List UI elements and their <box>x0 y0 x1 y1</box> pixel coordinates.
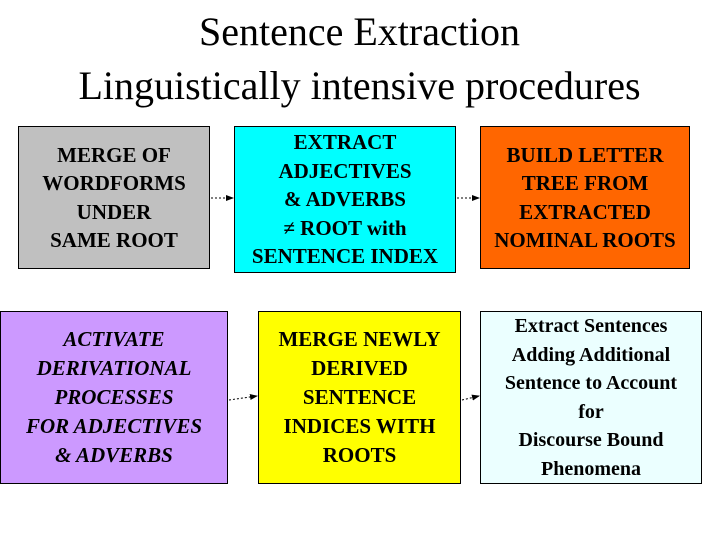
step-line: SAME ROOT <box>50 228 178 252</box>
step-line: Sentence to Account <box>504 372 678 394</box>
arrow-step4-to-step5 <box>229 396 257 400</box>
step-line: SENTENCE INDEX <box>251 244 439 269</box>
step-line: DERIVATIONAL <box>36 356 192 380</box>
step-line: & ADVERBS <box>284 187 406 212</box>
step-line: MERGE OF <box>57 142 171 167</box>
step-line: EXTRACTED <box>519 199 651 224</box>
step-line: INDICES WITH <box>283 414 436 438</box>
step-line: & ADVERBS <box>55 443 173 467</box>
step-line: SENTENCE <box>302 385 417 409</box>
title-line-1: Sentence Extraction <box>199 9 520 54</box>
step-line: UNDER <box>76 199 152 224</box>
step-line: BUILD LETTER <box>506 142 664 167</box>
step-line: EXTRACT <box>293 130 397 155</box>
step-line: ACTIVATE <box>63 327 165 351</box>
title-line-2: Linguistically intensive procedures <box>78 63 641 108</box>
step-line: TREE FROM <box>521 171 649 195</box>
step-line: DERIVED <box>311 356 408 380</box>
step-line: ADJECTIVES <box>278 158 412 183</box>
step-line: Extract Sentences <box>514 315 668 337</box>
arrow-step5-to-step6 <box>462 396 479 400</box>
step-line: WORDFORMS <box>42 171 186 195</box>
step-line: for <box>578 400 604 423</box>
step-line: NOMINAL ROOTS <box>494 228 676 252</box>
step-line: FOR ADJECTIVES <box>25 414 203 438</box>
step-line: Adding Additional <box>511 343 671 366</box>
step-line: MERGE NEWLY <box>278 327 441 351</box>
step-line: PROCESSES <box>54 385 174 409</box>
step-line: Phenomena <box>541 457 641 480</box>
step-line: ROOTS <box>322 443 397 467</box>
step-line: ≠ ROOT with <box>283 215 407 240</box>
step-line: Discourse Bound <box>518 429 664 451</box>
